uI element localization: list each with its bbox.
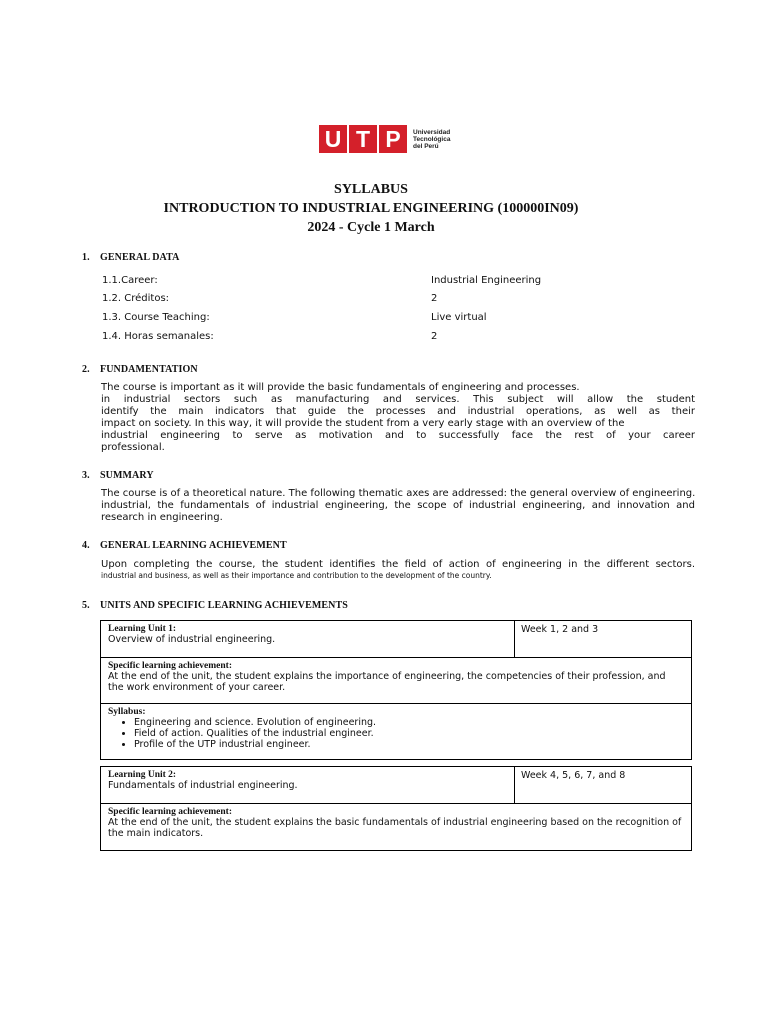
credits-label: 1.2. Créditos: <box>102 293 170 304</box>
unit-2-name: Fundamentals of industrial engineering. <box>108 780 298 791</box>
unit-1-title-cell <box>101 621 515 657</box>
list-item: • Engineering and science. Evolution of engineering. <box>134 717 684 728</box>
unit-1-achievement-text: At the end of the unit, the student explains the importance of engineering, the competencies of their profession, and the work environment of your career. <box>108 671 666 693</box>
unit-2-achievement-text: At the end of the unit, the student explains the basic fundamentals of industrial engineering based on the recognition of the main indicators. <box>108 817 682 839</box>
weekly-hours-label: 1.4. Horas semanales: <box>102 331 214 342</box>
section-units-heading: 5. UNITS AND SPECIFIC LEARNING ACHIEVEMENTS <box>82 600 348 611</box>
unit-2-achievement-label: Specific learning achievement: <box>108 807 233 817</box>
teaching-label: 1.3. Course Teaching: <box>102 312 210 323</box>
section-general-data-heading: 1. GENERAL DATA <box>82 252 180 263</box>
career-value: Industrial Engineering <box>431 275 542 286</box>
unit-1-syllabus-list <box>108 717 684 750</box>
unit-1-weeks: Week 1, 2 and 3 <box>521 624 599 635</box>
unit-2-title-cell <box>101 767 515 803</box>
logo-letter-u: U <box>319 125 347 153</box>
unit-2-weeks: Week 4, 5, 6, 7, and 8 <box>521 770 626 781</box>
section-fundamentation-heading: 2. FUNDAMENTATION <box>82 364 198 375</box>
teaching-value: Live virtual <box>431 312 487 323</box>
unit-1-table <box>100 620 692 760</box>
section-summary-heading: 3. SUMMARY <box>82 470 154 481</box>
logo-letter-p: P <box>379 125 407 153</box>
weekly-hours-value: 2 <box>431 331 438 342</box>
unit-1-label: Learning Unit 1: <box>108 624 177 634</box>
unit-2-label: Learning Unit 2: <box>108 770 177 780</box>
unit-2-header-row <box>101 767 691 803</box>
title-course: INTRODUCTION TO INDUSTRIAL ENGINEERING (100000IN09) <box>163 201 579 216</box>
title-syllabus: SYLLABUS <box>334 182 408 197</box>
unit-1-achievement-row <box>101 657 691 703</box>
unit-2-achievement-row <box>101 803 691 850</box>
fundamentation-paragraph: The course is important as it will provide the basic fundamentals of engineering and processes. in industrial sectors such as manufacturing and services. This subject will allow the student identify the main indicators that guide the processes and industrial operations, as well as their impact on society. In this way, it will provide the student from a very early stage with an overview of the industrial engineering to serve as motivation and to successfully face the rest of your career professional. <box>101 382 695 453</box>
utp-logo <box>319 124 450 154</box>
list-item: • Profile of the UTP industrial engineer. <box>134 739 684 750</box>
career-label: 1.1.Career: <box>102 275 158 286</box>
title-cycle: 2024 - Cycle 1 March <box>307 220 435 235</box>
section-achievement-heading: 4. GENERAL LEARNING ACHIEVEMENT <box>82 540 287 551</box>
summary-paragraph: The course is of a theoretical nature. The following thematic axes are addressed: the general overview of engineering. industrial, the fundamentals of industrial engineering, the scope of industrial engineering, and innovation and research in engineering. <box>101 488 696 523</box>
list-item: • Field of action. Qualities of the industrial engineer. <box>134 728 684 739</box>
unit-1-achievement-label: Specific learning achievement: <box>108 661 233 671</box>
unit-1-name: Overview of industrial engineering. <box>108 634 276 645</box>
credits-value: 2 <box>431 293 438 304</box>
achievement-paragraph: Upon completing the course, the student identifies the field of action of engineering in the different sectors. industrial and business, as well as their importance and contribution to the development of the country. <box>101 559 695 580</box>
unit-2-table <box>100 766 692 851</box>
logo-university-name: Universidad Tecnológica del Perú <box>413 128 451 150</box>
unit-1-syllabus-row <box>101 703 691 759</box>
logo-letter-t: T <box>349 125 377 153</box>
unit-1-syllabus-label: Syllabus: <box>108 707 146 717</box>
unit-1-header-row <box>101 621 691 657</box>
